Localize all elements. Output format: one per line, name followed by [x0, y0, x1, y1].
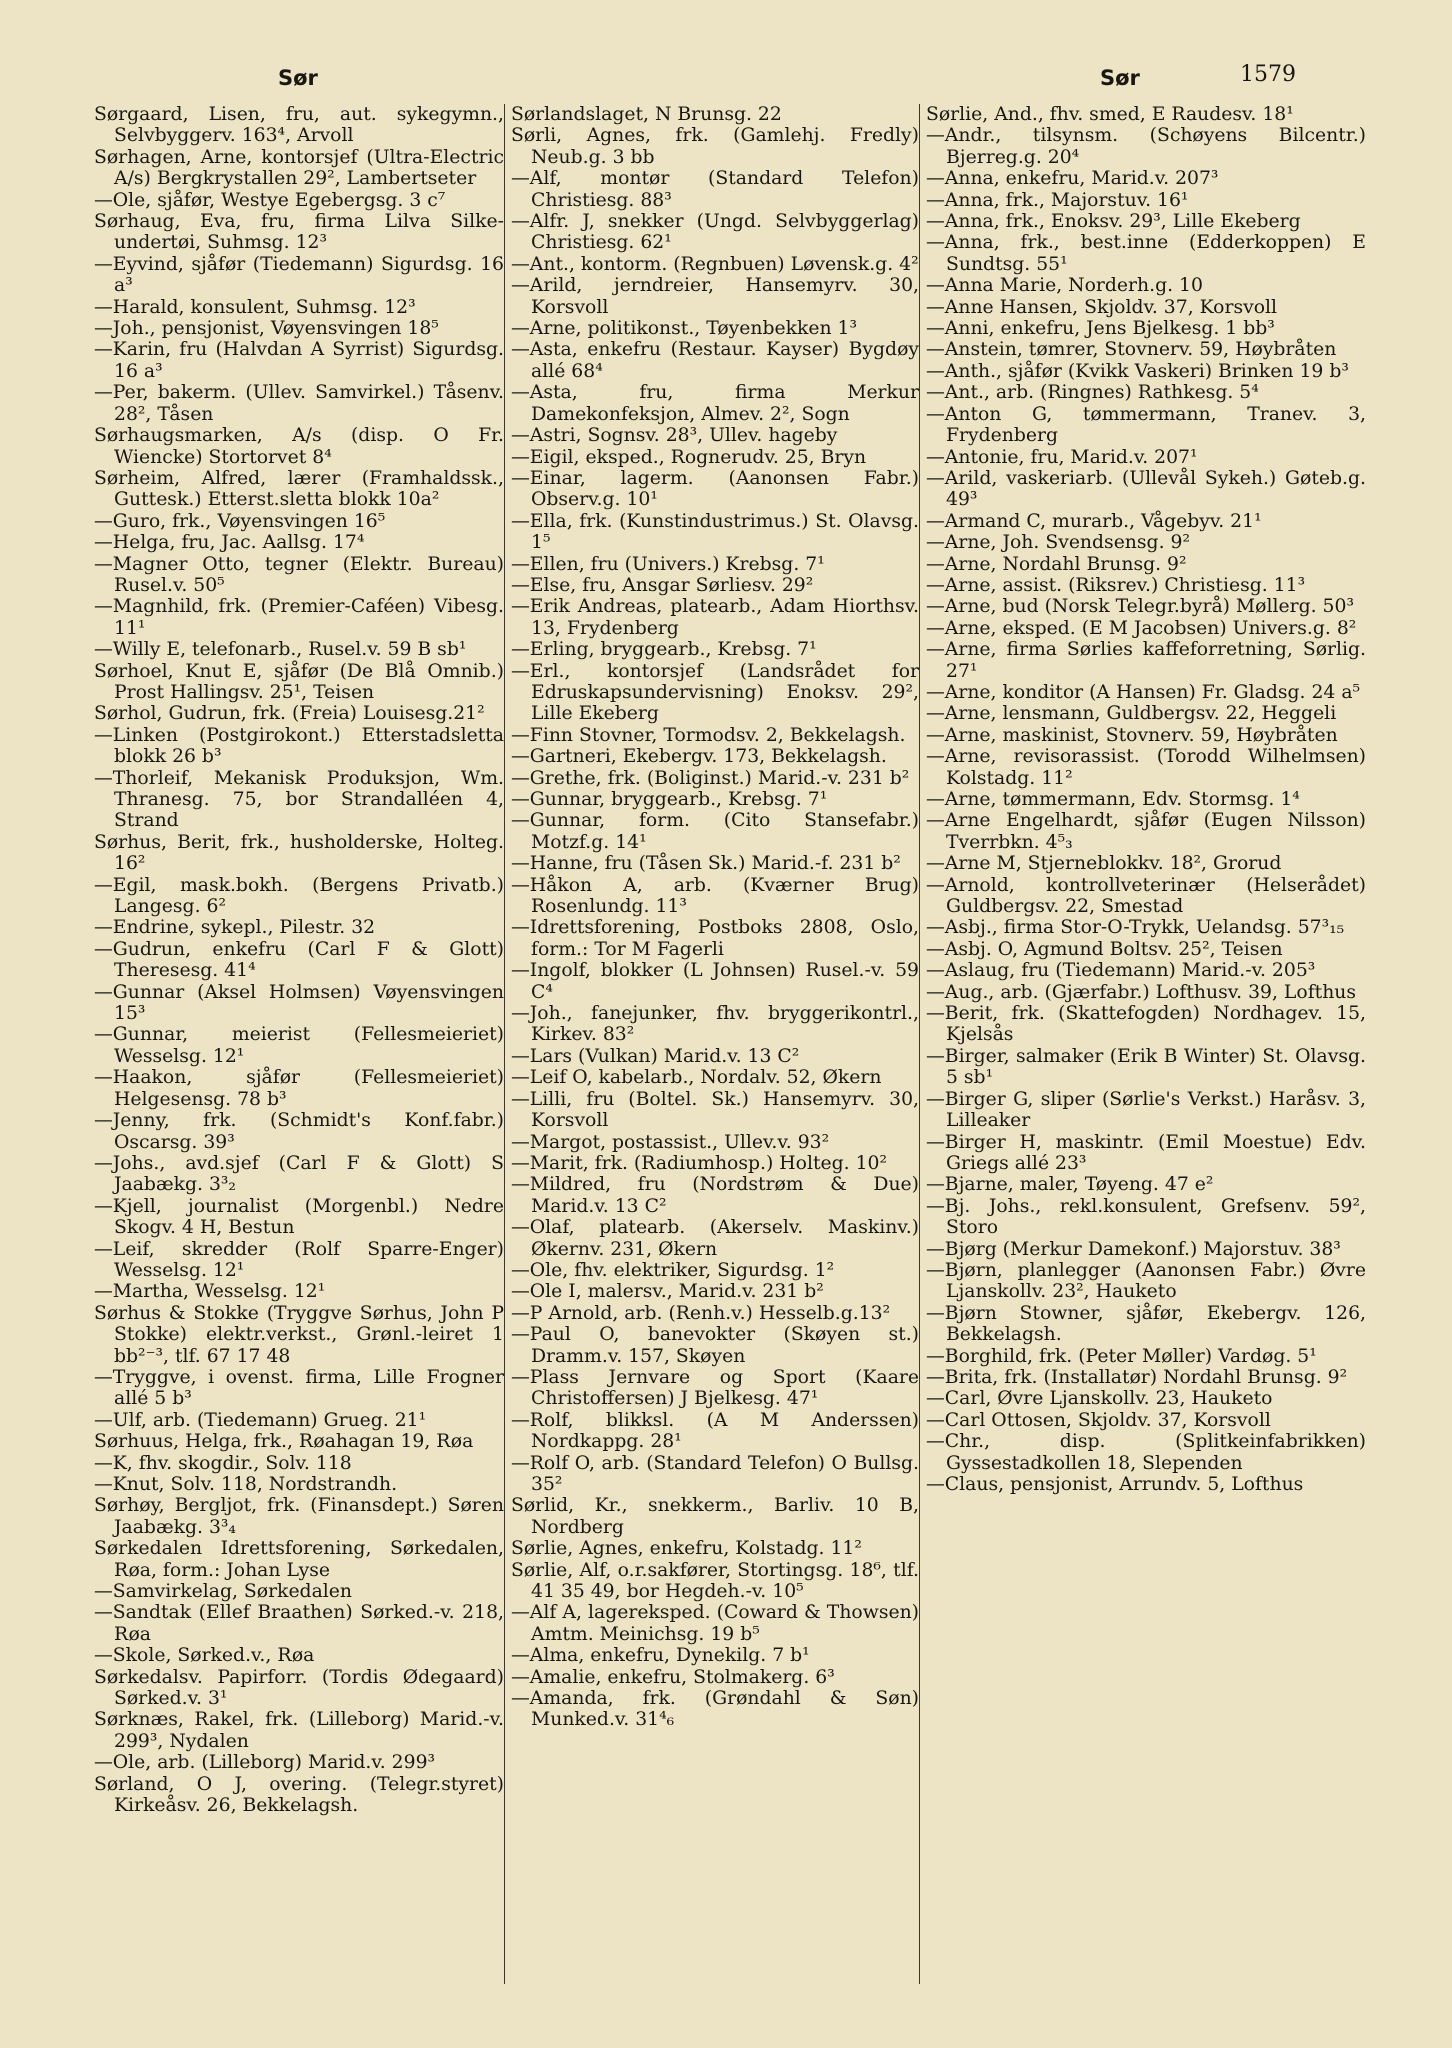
directory-entry: —Joh., fanejunker, fhv. bryggerikontrl., Kirkev. 83² — [511, 1003, 919, 1046]
directory-entry: —Leif, skredder (Rolf Sparre-Enger) Wesselsg. 12¹ — [94, 1238, 504, 1281]
directory-entry: —Erling, bryggearb., Krebsg. 7¹ — [511, 639, 817, 661]
directory-entry: —Arne, konditor (A Hansen) Fr. Gladsg. 24 a⁵ — [926, 681, 1361, 703]
directory-entry: Sørhoel, Knut E, sjåfør (De Blå Omnib.) Prost Hallingsv. 25¹, Teisen — [94, 660, 504, 703]
directory-entry: —Idrettsforening, Postboks 2808, Oslo, form.: Tor M Fagerli — [511, 917, 919, 960]
directory-entry: —Endrine, sykepl., Pilestr. 32 — [94, 917, 376, 939]
directory-entry: —Asta, enkefru (Restaur. Kayser) Bygdøy allé 68⁴ — [511, 339, 919, 382]
directory-entry: —Bjørn Stowner, sjåfør, Ekebergv. 126, Bekkelagsh. — [926, 1302, 1366, 1346]
directory-entry: —Gunnar, bryggearb., Krebsg. 7¹ — [511, 789, 828, 810]
directory-entry: Sørlie, Agnes, enkefru, Kolstadg. 11² — [511, 1538, 862, 1560]
directory-entry: Sørlie, Alf, o.r.sakfører, Stortingsg. 18⁶, tlf. 41 35 49, bor Hegdeh.-v. 10⁵ — [511, 1559, 919, 1603]
directory-entry: —Borghild, frk. (Peter Møller) Vardøg. 5¹ — [926, 1345, 1317, 1367]
directory-entry: —K, fhv. skogdir., Solv. 118 — [94, 1452, 352, 1474]
directory-entry: —Asbj., firma Stor-O-Trykk, Uelandsg. 57³₁₅ — [926, 917, 1345, 939]
directory-entry: —Ant., arb. (Ringnes) Rathkesg. 5⁴ — [926, 382, 1259, 404]
directory-entry: —Arne, Nordahl Brunsg. 9² — [926, 553, 1187, 575]
directory-entry: —Chr., disp. (Splitkeinfabrikken) Gyssestadkollen 18, Slependen — [926, 1431, 1366, 1474]
directory-entry: —Mildred, fru (Nordstrøm & Due) Marid.v. 13 C² — [511, 1174, 919, 1217]
directory-entry: —Gunnar, meierist (Fellesmeieriet) Wesselsg. 12¹ — [94, 1024, 504, 1067]
directory-entry: —Anna, enkefru, Marid.v. 207³ — [926, 168, 1219, 190]
directory-entry: —Egil, mask.bokh. (Bergens Privatb.) Langesg. 6² — [94, 874, 504, 918]
directory-entry: Sørknæs, Rakel, frk. (Lilleborg) Marid.-v. 299³, Nydalen — [94, 1709, 504, 1752]
directory-entry: —Amanda, frk. (Grøndahl & Søn) Munked.v. 31⁴₆ — [511, 1688, 919, 1731]
directory-entry: —Ulf, arb. (Tiedemann) Grueg. 21¹ — [94, 1409, 427, 1431]
directory-entry: Sørhagen, Arne, kontorsjef (Ultra-Electric A/s) Bergkrystallen 29², Lambertseter — [94, 146, 504, 190]
running-head-right: Sør — [1100, 66, 1140, 90]
directory-entry: —Hanne, fru (Tåsen Sk.) Marid.-f. 231 b² — [511, 853, 901, 875]
directory-entry: Sørhus, Berit, frk., husholderske, Holteg. 16² — [94, 831, 504, 875]
directory-entry: —Alma, enkefru, Dynekilg. 7 b¹ — [511, 1645, 810, 1667]
directory-entry: —Joh., pensjonist, Vøyensvingen 18⁵ — [94, 318, 439, 340]
directory-entry: —Skole, Sørked.v., Røa — [94, 1645, 315, 1667]
directory-entry: —Bj. Johs., rekl.konsulent, Grefsenv. 59², Storo — [926, 1195, 1366, 1239]
directory-entry: —Arne, eksped. (E M Jacobsen) Univers.g. 8² — [926, 617, 1357, 639]
directory-entry: —Arne, bud (Norsk Telegr.byrå) Møllerg. 50³ — [926, 596, 1354, 618]
directory-entry: —Anna Marie, Norderh.g. 10 — [926, 275, 1203, 297]
directory-entry: —Anth., sjåfør (Kvikk Vaskeri) Brinken 19 b³ — [926, 360, 1349, 382]
columns-container — [94, 104, 1374, 1984]
directory-entry: —Magner Otto, tegner (Elektr. Bureau) Rusel.v. 50⁵ — [94, 553, 504, 596]
directory-entry: —Ellen, fru (Univers.) Krebsg. 7¹ — [511, 553, 825, 575]
directory-entry: —Eigil, eksped., Rognerudv. 25, Bryn — [511, 446, 867, 468]
directory-entry: —Brita, frk. (Installatør) Nordahl Brunsg. 9² — [926, 1366, 1348, 1388]
directory-entry: —Anton G, tømmermann, Tranev. 3, Frydenberg — [926, 403, 1366, 447]
directory-entry: —Arne, lensmann, Guldbergsv. 22, Heggeli — [926, 703, 1337, 725]
directory-entry: —Willy E, telefonarb., Rusel.v. 59 B sb¹ — [94, 639, 467, 661]
directory-entry: —Claus, pensjonist, Arrundv. 5, Lofthus — [926, 1474, 1304, 1495]
directory-entry: —Alfr. J, snekker (Ungd. Selvbyggerlag) Christiesg. 62¹ — [511, 211, 919, 254]
directory-entry: —Gartneri, Ekebergv. 173, Bekkelagsh. — [511, 746, 887, 768]
directory-entry: Sørkedalen Idrettsforening, Sørkedalen, Røa, form.: Johan Lyse — [94, 1538, 504, 1581]
directory-entry: —Erik Andreas, platearb., Adam Hiorthsv. 13, Frydenberg — [511, 596, 919, 639]
directory-entry: —Anni, enkefru, Jens Bjelkesg. 1 bb³ — [926, 318, 1275, 340]
directory-entry: —Olaf, platearb. (Akerselv. Maskinv.) Økernv. 231, Økern — [511, 1217, 919, 1260]
directory-entry: —Arne Engelhardt, sjåfør (Eugen Nilsson) Tverrbkn. 4⁵₃ — [926, 810, 1366, 853]
directory-entry: —Armand C, murarb., Vågebyv. 21¹ — [926, 510, 1262, 532]
directory-entry: —Carl Ottosen, Skjoldv. 37, Korsvoll — [926, 1409, 1271, 1431]
directory-entry: —Grethe, frk. (Boliginst.) Marid.-v. 231 b² — [511, 767, 910, 789]
directory-entry: —Arne M, Stjerneblokkv. 18², Grorud — [926, 853, 1282, 875]
directory-entry: Sørlid, Kr., snekkerm., Barliv. 10 B, Nordberg — [511, 1495, 919, 1538]
directory-entry: —Ole, arb. (Lilleborg) Marid.v. 299³ — [94, 1752, 436, 1774]
directory-entry: Sørhol, Gudrun, frk. (Freia) Louisesg.21² — [94, 703, 485, 725]
directory-entry: —Linken (Postgirokont.) Etterstadsletta blokk 26 b³ — [94, 724, 504, 768]
directory-entry: Sørgaard, Lisen, fru, aut. sykegymn., Selvbyggerv. 163⁴, Arvoll — [94, 104, 504, 147]
column-3 — [919, 104, 1366, 1984]
directory-entry: —Birger, salmaker (Erik B Winter) St. Olavsg. 5 sb¹ — [926, 1045, 1366, 1089]
directory-entry: —Ole, fhv. elektriker, Sigurdsg. 1² — [511, 1259, 835, 1281]
directory-entry: Sørland, O J, overing. (Telegr.styret) Kirkeåsv. 26, Bekkelagsh. — [94, 1773, 504, 1817]
directory-entry: —Rolf, blikksl. (A M Anderssen) Nordkappg. 28¹ — [511, 1409, 919, 1453]
directory-entry: —Anna, frk., Majorstuv. 16¹ — [926, 189, 1189, 211]
directory-entry: Sørhus & Stokke (Tryggve Sørhus, John P Stokke) elektr.verkst., Grønl.-leiret 1 bb²⁻³, tlf. 67 17 48 — [94, 1302, 504, 1367]
directory-entry: —Leif O, kabelarb., Nordalv. 52, Økern — [511, 1067, 882, 1089]
directory-entry: —Gunnar (Aksel Holmsen) Vøyensvingen 15³ — [94, 981, 504, 1025]
directory-entry: Sørhaugsmarken, A/s (disp. O Fr. Wiencke) Stortorvet 8⁴ — [94, 425, 504, 468]
directory-entry: —Andr., tilsynsm. (Schøyens Bilcentr.) Bjerreg.g. 20⁴ — [926, 125, 1366, 168]
directory-entry: —Asbj. O, Agmund Boltsv. 25², Teisen — [926, 938, 1283, 960]
directory-entry: —Arne, revisorassist. (Torodd Wilhelmsen) Kolstadg. 11² — [926, 746, 1366, 789]
directory-entry: —P Arnold, arb. (Renh.v.) Hesselb.g.13² — [511, 1302, 891, 1324]
directory-entry: —Birger G, sliper (Sørlie's Verkst.) Haråsv. 3, Lilleaker — [926, 1088, 1366, 1132]
directory-entry: Sørhøy, Bergljot, frk. (Finansdept.) Søren Jaabækg. 3³₄ — [94, 1495, 504, 1538]
directory-entry: —Margot, postassist., Ullev.v. 93² — [511, 1131, 830, 1153]
directory-entry: Sørlie, And., fhv. smed, E Raudesv. 18¹ — [926, 104, 1294, 125]
directory-entry: —Magnhild, frk. (Premier-Caféen) Vibesg. 11¹ — [94, 596, 504, 639]
directory-entry: —Arne, tømmermann, Edv. Stormsg. 1⁴ — [926, 789, 1300, 810]
directory-entry: —Ingolf, blokker (L Johnsen) Rusel.-v. 59 C⁴ — [511, 960, 919, 1003]
directory-entry: Sørkedalsv. Papirforr. (Tordis Ødegaard) Sørked.v. 3¹ — [94, 1666, 504, 1710]
column-1 — [94, 104, 504, 1984]
column-2 — [504, 104, 919, 1984]
directory-entry: —Eyvind, sjåfør (Tiedemann) Sigurdsg. 16 a³ — [94, 253, 504, 297]
directory-entry: —Arne, Joh. Svendsensg. 9² — [926, 532, 1190, 554]
directory-entry: —Anna, frk., Enoksv. 29³, Lille Ekeberg — [926, 211, 1301, 233]
directory-entry: Sørheim, Alfred, lærer (Framhaldssk., Guttesk.) Etterst.sletta blokk 10a² — [94, 467, 504, 511]
directory-entry: —Asta, fru, firma Merkur Damekonfeksjon, Almev. 2², Sogn — [511, 382, 919, 425]
directory-entry: —Arnold, kontrollveterinær (Helserådet) Guldbergsv. 22, Smestad — [926, 874, 1366, 918]
directory-entry: —Marit, frk. (Radiumhosp.) Holteg. 10² — [511, 1152, 888, 1174]
directory-entry: —Anna, frk., best.inne (Edderkoppen) E Sundtsg. 55¹ — [926, 232, 1366, 275]
directory-entry: —Lars (Vulkan) Marid.v. 13 C² — [511, 1045, 800, 1067]
directory-entry: —Arild, vaskeriarb. (Ullevål Sykeh.) Gøteb.g. 49³ — [926, 467, 1366, 511]
page-number: 1579 — [1240, 62, 1296, 87]
directory-entry: —Anne Hansen, Skjoldv. 37, Korsvoll — [926, 296, 1278, 318]
directory-entry: —Lilli, fru (Boltel. Sk.) Hansemyrv. 30, Korsvoll — [511, 1088, 919, 1132]
directory-entry: —Plass Jernvare og Sport (Kaare Christoffersen) J Bjelkesg. 47¹ — [511, 1366, 919, 1410]
directory-entry: —Håkon A, arb. (Kværner Brug) Rosenlundg. 11³ — [511, 874, 919, 918]
directory-entry: —Ant., kontorm. (Regnbuen) Løvensk.g. 4² — [511, 253, 919, 275]
directory-entry: —Ella, frk. (Kunstindustrimus.) St. Olavsg. 1⁵ — [511, 510, 919, 554]
directory-entry: —Helga, fru, Jac. Aallsg. 17⁴ — [94, 532, 365, 554]
directory-entry: —Berit, frk. (Skattefogden) Nordhagev. 15, Kjelsås — [926, 1003, 1366, 1046]
directory-entry: —Antonie, fru, Marid.v. 207¹ — [926, 446, 1198, 468]
directory-entry: —Else, fru, Ansgar Sørliesv. 29² — [511, 574, 814, 596]
directory-entry: —Arild, jerndreier, Hansemyrv. 30, Korsvoll — [511, 275, 919, 318]
running-head-left: Sør — [278, 66, 318, 90]
directory-entry: —Bjarne, maler, Tøyeng. 47 e² — [926, 1174, 1214, 1196]
directory-entry: Sørhuus, Helga, frk., Røahagan 19, Røa — [94, 1431, 474, 1453]
directory-entry: —Jenny, frk. (Schmidt's Konf.fabr.) Oscarsg. 39³ — [94, 1110, 504, 1153]
directory-entry: —Bjørg (Merkur Damekonf.) Majorstuv. 38³ — [926, 1238, 1341, 1260]
directory-entry: —Haakon, sjåfør (Fellesmeieriet) Helgesensg. 78 b³ — [94, 1067, 504, 1110]
directory-entry: —Alf A, lagereksped. (Coward & Thowsen) Amtm. Meinichsg. 19 b⁵ — [511, 1602, 919, 1645]
directory-entry: —Arne, firma Sørlies kaffeforretning, Sørlig. 27¹ — [926, 639, 1366, 682]
directory-entry: —Rolf O, arb. (Standard Telefon) O Bullsg. 35² — [511, 1452, 919, 1495]
directory-entry: —Aslaug, fru (Tiedemann) Marid.-v. 205³ — [926, 960, 1316, 982]
directory-entry: —Kjell, journalist (Morgenbl.) Nedre Skogv. 4 H, Bestun — [94, 1195, 504, 1239]
directory-entry: —Karin, fru (Halvdan A Syrrist) Sigurdsg. 16 a³ — [94, 339, 504, 382]
directory-entry: —Einar, lagerm. (Aanonsen Fabr.) Observ.g. 10¹ — [511, 467, 919, 511]
directory-entry: —Birger H, maskintr. (Emil Moestue) Edv. Griegs allé 23³ — [926, 1131, 1366, 1174]
directory-entry: —Arne, maskinist, Stovnerv. 59, Høybråten — [926, 724, 1338, 746]
directory-entry: —Amalie, enkefru, Stolmakerg. 6³ — [511, 1666, 835, 1688]
directory-entry: —Per, bakerm. (Ullev. Samvirkel.) Tåsenv. 28², Tåsen — [94, 382, 504, 425]
directory-entry: —Martha, Wesselsg. 12¹ — [94, 1281, 326, 1303]
directory-entry: —Arne, politikonst., Tøyenbekken 1³ — [511, 318, 858, 340]
directory-entry: —Erl., kontorsjef (Landsrådet for Edruskapsundervisning) Enoksv. 29², Lille Ekeberg — [511, 660, 919, 725]
directory-entry: —Harald, konsulent, Suhmsg. 12³ — [94, 296, 416, 318]
directory-entry: —Arne, assist. (Riksrev.) Christiesg. 11³ — [926, 574, 1306, 596]
directory-entry: —Alf, montør (Standard Telefon) Christiesg. 88³ — [511, 168, 919, 211]
directory-entry: —Sandtak (Ellef Braathen) Sørked.-v. 218, Røa — [94, 1602, 504, 1645]
directory-entry: —Thorleif, Mekanisk Produksjon, Wm. Thranesg. 75, bor Strandalléen 4, Strand — [94, 767, 504, 832]
directory-entry: —Samvirkelag, Sørkedalen — [94, 1581, 352, 1603]
directory-entry: —Johs., avd.sjef (Carl F & Glott) S Jaabækg. 3³₂ — [94, 1152, 504, 1196]
directory-entry: —Astri, Sognsv. 28³, Ullev. hageby — [511, 425, 838, 447]
directory-entry: —Bjørn, planlegger (Aanonsen Fabr.) Øvre Ljanskollv. 23², Hauketo — [926, 1259, 1366, 1303]
directory-entry: —Guro, frk., Vøyensvingen 16⁵ — [94, 510, 386, 532]
directory-entry: —Knut, Solv. 118, Nordstrandh. — [94, 1474, 398, 1495]
directory-entry: Sørli, Agnes, frk. (Gamlehj. Fredly) Neub.g. 3 bb — [511, 125, 919, 168]
directory-entry: —Gudrun, enkefru (Carl F & Glott) Theresesg. 41⁴ — [94, 938, 504, 982]
directory-entry: —Anstein, tømrer, Stovnerv. 59, Høybråten — [926, 339, 1337, 361]
directory-entry: —Tryggve, i ovenst. firma, Lille Frogner allé 5 b³ — [94, 1366, 504, 1410]
directory-entry: —Finn Stovner, Tormodsv. 2, Bekkelagsh. — [511, 724, 906, 746]
directory-entry: —Gunnar, form. (Cito Stansefabr.) Motzf.g. 14¹ — [511, 810, 919, 853]
directory-entry: Sørlandslaget, N Brunsg. 22 — [511, 104, 782, 125]
directory-entry: Sørhaug, Eva, fru, firma Lilva Silke-undertøi, Suhmsg. 12³ — [94, 211, 504, 254]
directory-entry: —Ole, sjåfør, Westye Egebergsg. 3 c⁷ — [94, 189, 446, 211]
directory-entry: —Ole I, malersv., Marid.v. 231 b² — [511, 1281, 824, 1303]
directory-entry: —Carl, Øvre Ljanskollv. 23, Hauketo — [926, 1388, 1273, 1410]
directory-entry: —Paul O, banevokter (Skøyen st.) Dramm.v. 157, Skøyen — [511, 1324, 919, 1367]
directory-entry: —Aug., arb. (Gjærfabr.) Lofthusv. 39, Lofthus — [926, 981, 1357, 1003]
